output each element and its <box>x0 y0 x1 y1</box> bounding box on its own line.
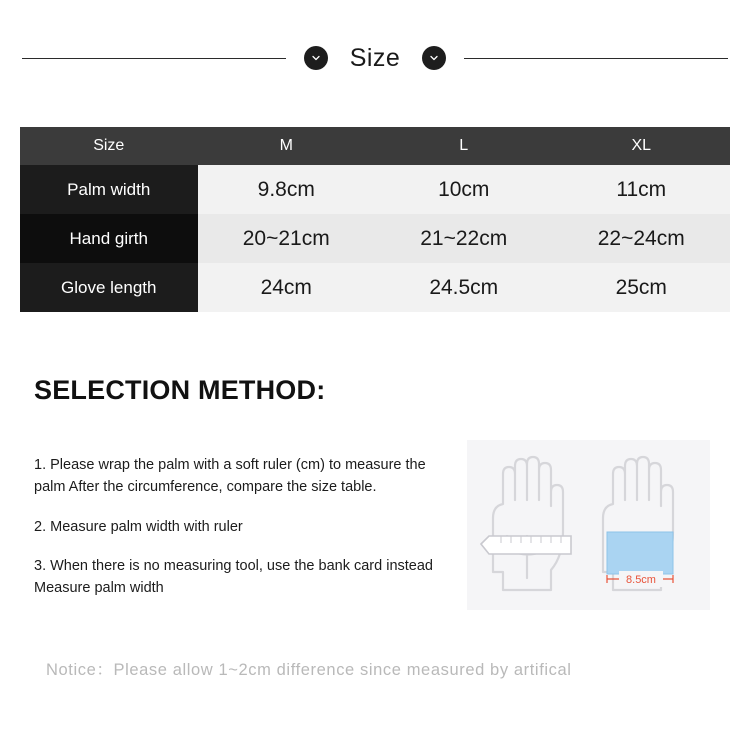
step-3: 3. When there is no measuring tool, use the bank card instead Measure palm width <box>34 558 433 596</box>
column-header-size: Size <box>20 127 198 165</box>
size-table <box>20 127 730 312</box>
cell-glove-length-l: 24.5cm <box>375 263 553 312</box>
table-header-row <box>20 127 730 165</box>
table-row <box>20 165 730 214</box>
header-rule-right <box>464 58 728 59</box>
step-2: 2. Measure palm width with ruler <box>34 518 243 535</box>
row-label-hand-girth: Hand girth <box>20 214 198 263</box>
column-header-m: M <box>198 127 376 165</box>
page-title: Size <box>349 43 401 72</box>
header <box>22 36 728 80</box>
chevron-down-circle-icon-right <box>422 46 446 70</box>
cell-palm-width-m: 9.8cm <box>198 165 376 214</box>
cell-palm-width-xl: 11cm <box>553 165 731 214</box>
column-header-xl: XL <box>553 127 731 165</box>
hand-measurement-illustration <box>467 440 710 610</box>
chevron-down-circle-icon-left <box>304 46 328 70</box>
cell-hand-girth-l: 21~22cm <box>375 214 553 263</box>
cell-hand-girth-m: 20~21cm <box>198 214 376 263</box>
notice-text: Notice：Please allow 1~2cm difference since measured by artifical <box>46 661 572 679</box>
table-row <box>20 214 730 263</box>
row-label-palm-width: Palm width <box>20 165 198 214</box>
step-1: 1. Please wrap the palm with a soft ruler (cm) to measure the palm After the circumference, compare the size table. <box>34 457 426 495</box>
cell-glove-length-xl: 25cm <box>553 263 731 312</box>
cell-palm-width-l: 10cm <box>375 165 553 214</box>
row-label-glove-length: Glove length <box>20 263 198 312</box>
column-header-l: L <box>375 127 553 165</box>
header-rule-left <box>22 58 286 59</box>
cell-glove-length-m: 24cm <box>198 263 376 312</box>
table-row <box>20 263 730 312</box>
cell-hand-girth-xl: 22~24cm <box>553 214 731 263</box>
selection-method-steps <box>34 455 454 618</box>
selection-method-title: SELECTION METHOD: <box>34 375 326 405</box>
card-width-label: 8.5cm <box>626 574 656 586</box>
